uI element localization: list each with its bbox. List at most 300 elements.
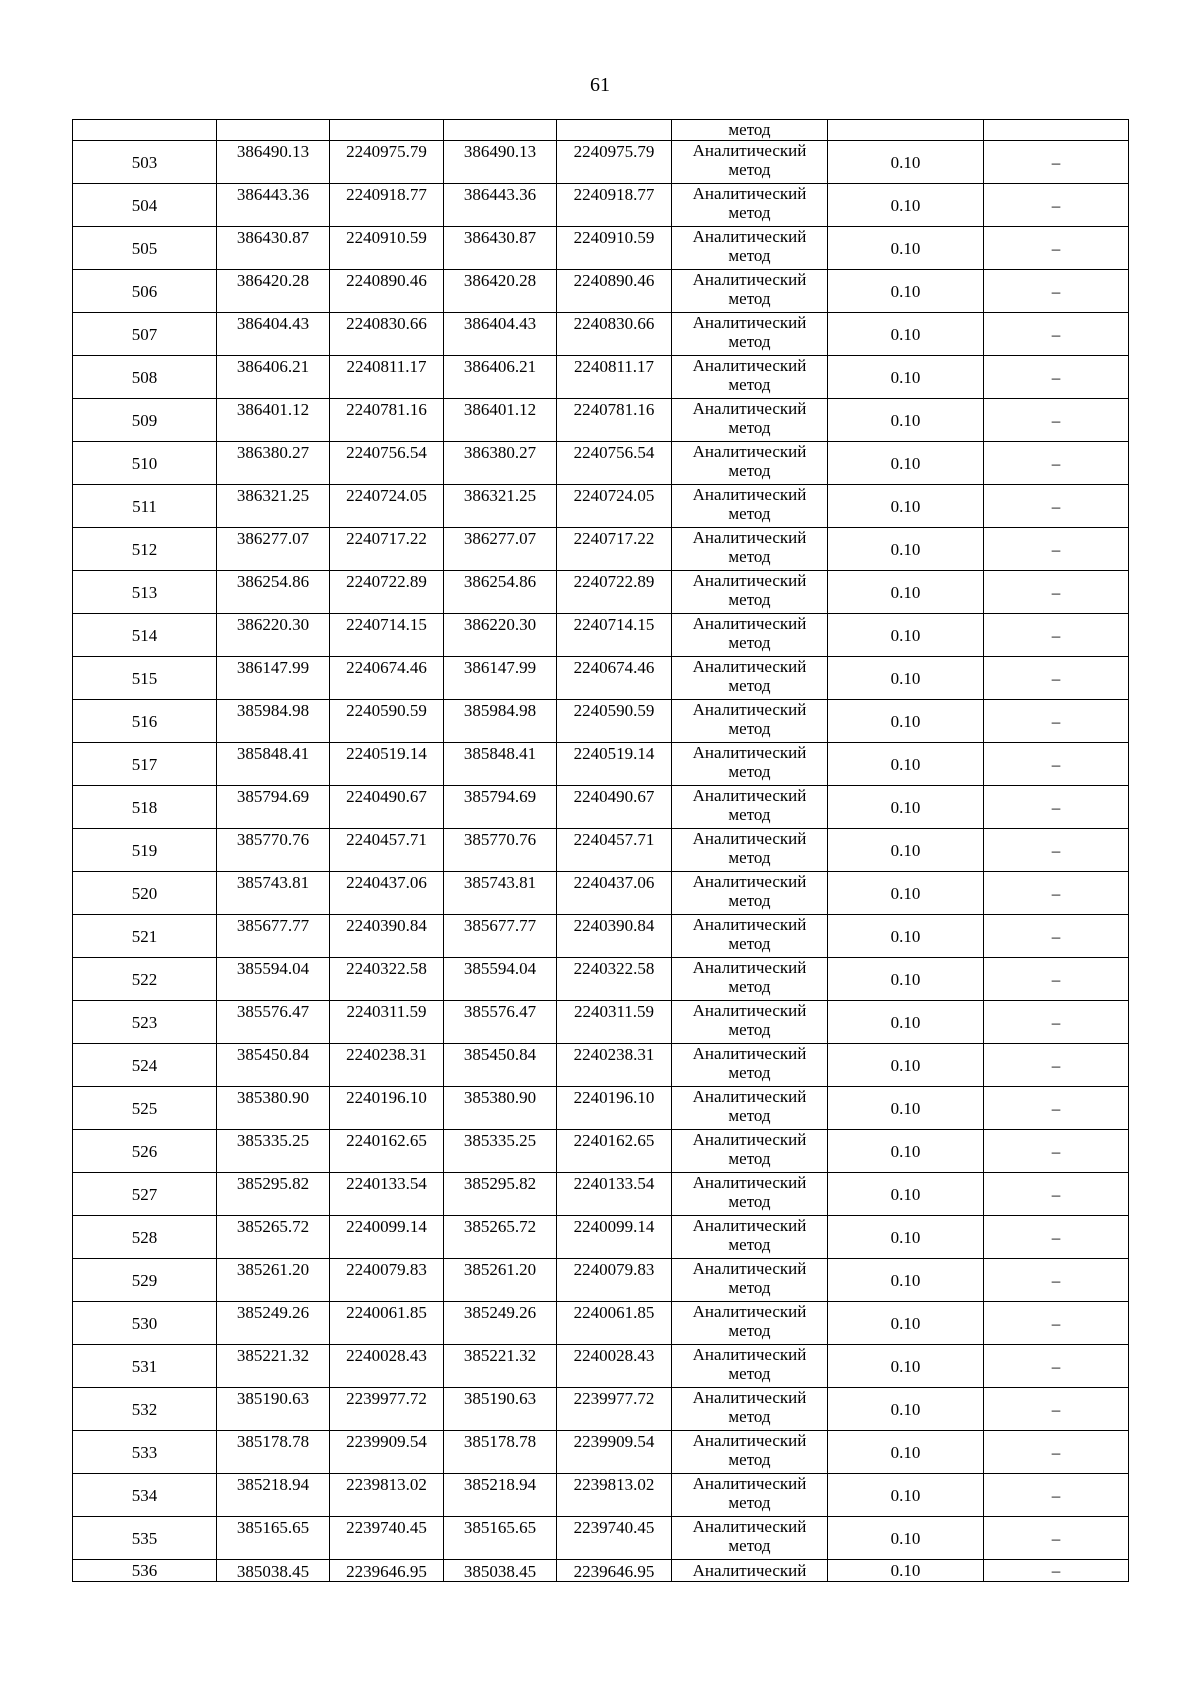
empty-cell — [828, 120, 984, 141]
method-label-line: Аналитический — [692, 1044, 807, 1063]
method-label-line: Аналитический — [692, 872, 807, 891]
accuracy-cell: 0.10 — [828, 1173, 984, 1216]
description-cell: – — [984, 227, 1129, 270]
y-existing-cell: 2240519.14 — [330, 743, 444, 786]
description-cell: – — [984, 1216, 1129, 1259]
method-label-line: метод — [728, 461, 771, 480]
x-existing-cell: 385380.90 — [217, 1087, 330, 1130]
table-row — [73, 227, 1129, 270]
method-label-line: Аналитический — [692, 399, 807, 418]
y-existing-cell: 2240890.46 — [330, 270, 444, 313]
method-label-line: Аналитический — [692, 1001, 807, 1020]
description-cell: – — [984, 614, 1129, 657]
table-row — [73, 399, 1129, 442]
empty-cell — [444, 120, 557, 141]
table-row — [73, 184, 1129, 227]
method-label-line: Аналитический — [692, 184, 807, 203]
method-label-line: Аналитический — [692, 485, 807, 504]
description-cell: – — [984, 1044, 1129, 1087]
method-label-line: метод — [728, 848, 771, 867]
point-number-cell: 507 — [73, 313, 217, 356]
table-row — [73, 657, 1129, 700]
point-number-cell: 517 — [73, 743, 217, 786]
y-existing-cell: 2240756.54 — [330, 442, 444, 485]
y-existing-cell: 2240028.43 — [330, 1345, 444, 1388]
method-label-line: метод — [728, 418, 771, 437]
point-number-cell: 504 — [73, 184, 217, 227]
method-label-line: Аналитический — [692, 743, 807, 762]
method-cell — [672, 1517, 828, 1560]
x-refined-cell: 386490.13 — [444, 141, 557, 184]
table-row — [73, 1216, 1129, 1259]
x-refined-cell: 385848.41 — [444, 743, 557, 786]
method-label-line: Аналитический — [692, 829, 807, 848]
table-row — [73, 1173, 1129, 1216]
description-cell: – — [984, 786, 1129, 829]
y-existing-cell: 2240975.79 — [330, 141, 444, 184]
y-refined-cell: 2240890.46 — [557, 270, 672, 313]
description-cell: – — [984, 700, 1129, 743]
y-refined-cell: 2239646.95 — [557, 1560, 672, 1582]
method-label-line: метод — [728, 1493, 771, 1512]
table-row — [73, 1087, 1129, 1130]
empty-cell — [984, 120, 1129, 141]
accuracy-cell: 0.10 — [828, 1517, 984, 1560]
method-label-line: метод — [728, 1536, 771, 1555]
y-refined-cell: 2239909.54 — [557, 1431, 672, 1474]
method-cell — [672, 399, 828, 442]
accuracy-cell: 0.10 — [828, 657, 984, 700]
method-cell — [672, 270, 828, 313]
point-number-cell: 531 — [73, 1345, 217, 1388]
point-number-cell: 533 — [73, 1431, 217, 1474]
point-number-cell: 522 — [73, 958, 217, 1001]
method-cell — [672, 1087, 828, 1130]
method-label-line: метод — [728, 762, 771, 781]
description-cell: – — [984, 958, 1129, 1001]
table-body — [73, 120, 1129, 1582]
accuracy-cell: 0.10 — [828, 356, 984, 399]
method-cell — [672, 184, 828, 227]
y-existing-cell: 2239977.72 — [330, 1388, 444, 1431]
method-label-line: Аналитический — [692, 528, 807, 547]
x-refined-cell: 385576.47 — [444, 1001, 557, 1044]
x-refined-cell: 385261.20 — [444, 1259, 557, 1302]
method-cell — [672, 1431, 828, 1474]
method-cell — [672, 614, 828, 657]
point-number-cell: 505 — [73, 227, 217, 270]
point-number-cell: 521 — [73, 915, 217, 958]
x-existing-cell: 386147.99 — [217, 657, 330, 700]
x-refined-cell: 386404.43 — [444, 313, 557, 356]
x-existing-cell: 386220.30 — [217, 614, 330, 657]
y-refined-cell: 2239740.45 — [557, 1517, 672, 1560]
description-cell: – — [984, 270, 1129, 313]
method-label-line: метод — [728, 1149, 771, 1168]
y-refined-cell: 2240910.59 — [557, 227, 672, 270]
y-refined-cell: 2240162.65 — [557, 1130, 672, 1173]
y-refined-cell: 2240724.05 — [557, 485, 672, 528]
method-label-line: Аналитический — [692, 786, 807, 805]
y-refined-cell: 2240311.59 — [557, 1001, 672, 1044]
method-label-line: Аналитический — [692, 958, 807, 977]
point-number-cell: 503 — [73, 141, 217, 184]
method-cell — [672, 1173, 828, 1216]
accuracy-cell: 0.10 — [828, 1001, 984, 1044]
point-number-cell: 510 — [73, 442, 217, 485]
table-row — [73, 614, 1129, 657]
description-cell: – — [984, 1517, 1129, 1560]
description-cell: – — [984, 657, 1129, 700]
y-existing-cell: 2240781.16 — [330, 399, 444, 442]
table-row — [73, 1474, 1129, 1517]
y-existing-cell: 2239646.95 — [330, 1560, 444, 1582]
y-existing-cell: 2240717.22 — [330, 528, 444, 571]
x-refined-cell: 386380.27 — [444, 442, 557, 485]
method-label-line: Аналитический — [692, 1173, 807, 1192]
y-existing-cell: 2240196.10 — [330, 1087, 444, 1130]
method-label-line: Аналитический — [692, 1388, 807, 1407]
table-row — [73, 1302, 1129, 1345]
point-number-cell: 530 — [73, 1302, 217, 1345]
description-cell: – — [984, 829, 1129, 872]
y-refined-cell: 2240457.71 — [557, 829, 672, 872]
x-refined-cell: 385165.65 — [444, 1517, 557, 1560]
description-cell: – — [984, 1388, 1129, 1431]
description-cell: – — [984, 915, 1129, 958]
method-label-line: метод — [728, 805, 771, 824]
x-existing-cell: 386321.25 — [217, 485, 330, 528]
page-number: 61 — [590, 74, 610, 96]
method-label-line: метод — [728, 1321, 771, 1340]
method-label-line: метод — [728, 1106, 771, 1125]
y-refined-cell: 2240674.46 — [557, 657, 672, 700]
accuracy-cell: 0.10 — [828, 786, 984, 829]
method-cell — [672, 1388, 828, 1431]
table-row — [73, 356, 1129, 399]
x-refined-cell: 385984.98 — [444, 700, 557, 743]
method-label-line: метод — [728, 246, 771, 265]
accuracy-cell: 0.10 — [828, 141, 984, 184]
method-label-line: Аналитический — [692, 442, 807, 461]
table-row — [73, 1130, 1129, 1173]
y-refined-cell: 2240975.79 — [557, 141, 672, 184]
y-existing-cell: 2240722.89 — [330, 571, 444, 614]
table-row — [73, 1388, 1129, 1431]
table-row — [73, 915, 1129, 958]
accuracy-cell: 0.10 — [828, 1259, 984, 1302]
accuracy-cell: 0.10 — [828, 1345, 984, 1388]
y-existing-cell: 2240490.67 — [330, 786, 444, 829]
method-cell — [672, 1216, 828, 1259]
x-existing-cell: 386401.12 — [217, 399, 330, 442]
method-cell — [672, 657, 828, 700]
method-cell — [672, 485, 828, 528]
y-refined-cell: 2240811.17 — [557, 356, 672, 399]
y-refined-cell: 2240099.14 — [557, 1216, 672, 1259]
point-number-cell: 526 — [73, 1130, 217, 1173]
accuracy-cell: 0.10 — [828, 700, 984, 743]
y-refined-cell: 2240590.59 — [557, 700, 672, 743]
accuracy-cell: 0.10 — [828, 915, 984, 958]
method-label-line: метод — [728, 332, 771, 351]
accuracy-cell: 0.10 — [828, 1302, 984, 1345]
point-number-cell: 520 — [73, 872, 217, 915]
empty-cell — [330, 120, 444, 141]
y-refined-cell: 2240756.54 — [557, 442, 672, 485]
point-number-cell: 508 — [73, 356, 217, 399]
x-existing-cell: 385848.41 — [217, 743, 330, 786]
accuracy-cell: 0.10 — [828, 743, 984, 786]
table-row — [73, 1517, 1129, 1560]
y-existing-cell: 2239740.45 — [330, 1517, 444, 1560]
description-cell: – — [984, 1259, 1129, 1302]
y-refined-cell: 2240061.85 — [557, 1302, 672, 1345]
x-existing-cell: 385594.04 — [217, 958, 330, 1001]
point-number-cell: 527 — [73, 1173, 217, 1216]
method-label-line: Аналитический — [692, 1216, 807, 1235]
table-row-last — [73, 1560, 1129, 1582]
accuracy-cell: 0.10 — [828, 184, 984, 227]
x-existing-cell: 385743.81 — [217, 872, 330, 915]
method-cell — [672, 571, 828, 614]
method-cell — [672, 915, 828, 958]
method-label-line: Аналитический — [692, 1302, 807, 1321]
x-refined-cell: 385295.82 — [444, 1173, 557, 1216]
x-existing-cell: 386430.87 — [217, 227, 330, 270]
y-refined-cell: 2240722.89 — [557, 571, 672, 614]
method-cell: метод — [672, 120, 828, 141]
method-cell — [672, 1044, 828, 1087]
method-cell — [672, 1001, 828, 1044]
x-refined-cell: 385190.63 — [444, 1388, 557, 1431]
description-cell: – — [984, 141, 1129, 184]
x-existing-cell: 386404.43 — [217, 313, 330, 356]
x-refined-cell: 385450.84 — [444, 1044, 557, 1087]
point-number-cell: 511 — [73, 485, 217, 528]
y-refined-cell: 2240714.15 — [557, 614, 672, 657]
accuracy-cell: 0.10 — [828, 1216, 984, 1259]
point-number-cell: 524 — [73, 1044, 217, 1087]
method-cell — [672, 700, 828, 743]
y-refined-cell: 2240781.16 — [557, 399, 672, 442]
method-label-line: метод — [728, 891, 771, 910]
empty-cell — [73, 120, 217, 141]
x-existing-cell: 386380.27 — [217, 442, 330, 485]
y-existing-cell: 2240322.58 — [330, 958, 444, 1001]
table-row — [73, 528, 1129, 571]
table-row — [73, 485, 1129, 528]
y-existing-cell: 2240390.84 — [330, 915, 444, 958]
point-number-cell: 534 — [73, 1474, 217, 1517]
table-row — [73, 1259, 1129, 1302]
method-cell — [672, 141, 828, 184]
table-row — [73, 141, 1129, 184]
table-row — [73, 270, 1129, 313]
point-number-cell: 512 — [73, 528, 217, 571]
table-row — [73, 571, 1129, 614]
x-existing-cell: 385984.98 — [217, 700, 330, 743]
method-label-line: метод — [728, 676, 771, 695]
table-row — [73, 1431, 1129, 1474]
method-label-line: Аналитический — [692, 227, 807, 246]
y-existing-cell: 2240918.77 — [330, 184, 444, 227]
y-existing-cell: 2239909.54 — [330, 1431, 444, 1474]
x-existing-cell: 386443.36 — [217, 184, 330, 227]
accuracy-cell: 0.10 — [828, 227, 984, 270]
method-label-line: Аналитический — [692, 614, 807, 633]
table-row — [73, 872, 1129, 915]
y-existing-cell: 2240457.71 — [330, 829, 444, 872]
method-label-line: метод — [728, 1450, 771, 1469]
point-number-cell: 516 — [73, 700, 217, 743]
y-existing-cell: 2240910.59 — [330, 227, 444, 270]
x-refined-cell: 385249.26 — [444, 1302, 557, 1345]
method-label-line: метод — [728, 547, 771, 566]
x-refined-cell: 386277.07 — [444, 528, 557, 571]
y-refined-cell: 2240437.06 — [557, 872, 672, 915]
accuracy-cell: 0.10 — [828, 528, 984, 571]
description-cell: – — [984, 356, 1129, 399]
table-row — [73, 442, 1129, 485]
x-refined-cell: 386220.30 — [444, 614, 557, 657]
y-refined-cell: 2240196.10 — [557, 1087, 672, 1130]
y-existing-cell: 2240133.54 — [330, 1173, 444, 1216]
x-refined-cell: 386420.28 — [444, 270, 557, 313]
x-refined-cell: 386430.87 — [444, 227, 557, 270]
x-refined-cell: 386443.36 — [444, 184, 557, 227]
table-row — [73, 1001, 1129, 1044]
table-row — [73, 958, 1129, 1001]
method-cell — [672, 442, 828, 485]
table-row — [73, 313, 1129, 356]
method-label-line: метод — [728, 934, 771, 953]
accuracy-cell: 0.10 — [828, 958, 984, 1001]
method-label-line: метод — [728, 203, 771, 222]
y-refined-cell: 2240028.43 — [557, 1345, 672, 1388]
y-existing-cell: 2240811.17 — [330, 356, 444, 399]
x-refined-cell: 386147.99 — [444, 657, 557, 700]
y-existing-cell: 2240590.59 — [330, 700, 444, 743]
x-existing-cell: 386277.07 — [217, 528, 330, 571]
y-refined-cell: 2239977.72 — [557, 1388, 672, 1431]
y-existing-cell: 2240099.14 — [330, 1216, 444, 1259]
x-existing-cell: 385295.82 — [217, 1173, 330, 1216]
y-refined-cell: 2240918.77 — [557, 184, 672, 227]
accuracy-cell: 0.10 — [828, 571, 984, 614]
x-refined-cell: 385335.25 — [444, 1130, 557, 1173]
empty-cell — [217, 120, 330, 141]
x-existing-cell: 386406.21 — [217, 356, 330, 399]
method-cell — [672, 1474, 828, 1517]
accuracy-cell: 0.10 — [828, 872, 984, 915]
table-row — [73, 1345, 1129, 1388]
accuracy-cell: 0.10 — [828, 485, 984, 528]
point-number-cell: 529 — [73, 1259, 217, 1302]
point-number-cell: 523 — [73, 1001, 217, 1044]
method-cell — [672, 958, 828, 1001]
y-refined-cell: 2240238.31 — [557, 1044, 672, 1087]
point-number-cell: 532 — [73, 1388, 217, 1431]
x-existing-cell: 385677.77 — [217, 915, 330, 958]
point-number-cell: 528 — [73, 1216, 217, 1259]
accuracy-cell: 0.10 — [828, 1388, 984, 1431]
method-label-line: Аналитический — [692, 700, 807, 719]
y-refined-cell: 2240079.83 — [557, 1259, 672, 1302]
method-label-line: Аналитический — [692, 1259, 807, 1278]
method-label-line: метод — [728, 1020, 771, 1039]
table-row — [73, 743, 1129, 786]
x-existing-cell: 386490.13 — [217, 141, 330, 184]
method-label-line: метод — [728, 1407, 771, 1426]
x-existing-cell: 385770.76 — [217, 829, 330, 872]
accuracy-cell: 0.10 — [828, 1474, 984, 1517]
x-refined-cell: 385594.04 — [444, 958, 557, 1001]
method-cell — [672, 1259, 828, 1302]
y-existing-cell: 2240714.15 — [330, 614, 444, 657]
x-refined-cell: 385794.69 — [444, 786, 557, 829]
x-existing-cell: 386420.28 — [217, 270, 330, 313]
y-existing-cell: 2240674.46 — [330, 657, 444, 700]
y-refined-cell: 2240490.67 — [557, 786, 672, 829]
description-cell: – — [984, 528, 1129, 571]
x-refined-cell: 386321.25 — [444, 485, 557, 528]
description-cell: – — [984, 442, 1129, 485]
x-existing-cell: 385450.84 — [217, 1044, 330, 1087]
description-cell: – — [984, 184, 1129, 227]
description-cell: – — [984, 1130, 1129, 1173]
x-refined-cell: 385743.81 — [444, 872, 557, 915]
description-cell: – — [984, 1431, 1129, 1474]
description-cell: – — [984, 571, 1129, 614]
method-cell: Аналитический — [672, 1560, 828, 1582]
y-existing-cell: 2239813.02 — [330, 1474, 444, 1517]
x-existing-cell: 385218.94 — [217, 1474, 330, 1517]
method-cell — [672, 1130, 828, 1173]
method-label-line: метод — [728, 977, 771, 996]
method-label-line: метод — [728, 1278, 771, 1297]
method-label-line: Аналитический — [692, 356, 807, 375]
method-cell — [672, 743, 828, 786]
y-existing-cell: 2240830.66 — [330, 313, 444, 356]
description-cell: – — [984, 1474, 1129, 1517]
method-label-line: Аналитический — [692, 141, 807, 160]
method-label-line: Аналитический — [692, 571, 807, 590]
x-refined-cell: 386406.21 — [444, 356, 557, 399]
accuracy-cell: 0.10 — [828, 1431, 984, 1474]
x-refined-cell: 385380.90 — [444, 1087, 557, 1130]
accuracy-cell: 0.10 — [828, 829, 984, 872]
description-cell: – — [984, 313, 1129, 356]
method-label-line: Аналитический — [692, 313, 807, 332]
description-cell: – — [984, 399, 1129, 442]
x-refined-cell: 385677.77 — [444, 915, 557, 958]
method-label-line: метод — [728, 1192, 771, 1211]
table-row — [73, 829, 1129, 872]
y-refined-cell: 2239813.02 — [557, 1474, 672, 1517]
description-cell: – — [984, 1560, 1129, 1582]
x-refined-cell: 385038.45 — [444, 1560, 557, 1582]
table-row — [73, 700, 1129, 743]
accuracy-cell: 0.10 — [828, 270, 984, 313]
table-row — [73, 1044, 1129, 1087]
description-cell: – — [984, 743, 1129, 786]
method-cell — [672, 1345, 828, 1388]
y-refined-cell: 2240133.54 — [557, 1173, 672, 1216]
point-number-cell: 513 — [73, 571, 217, 614]
x-existing-cell: 385038.45 — [217, 1560, 330, 1582]
method-label-line: метод — [728, 375, 771, 394]
